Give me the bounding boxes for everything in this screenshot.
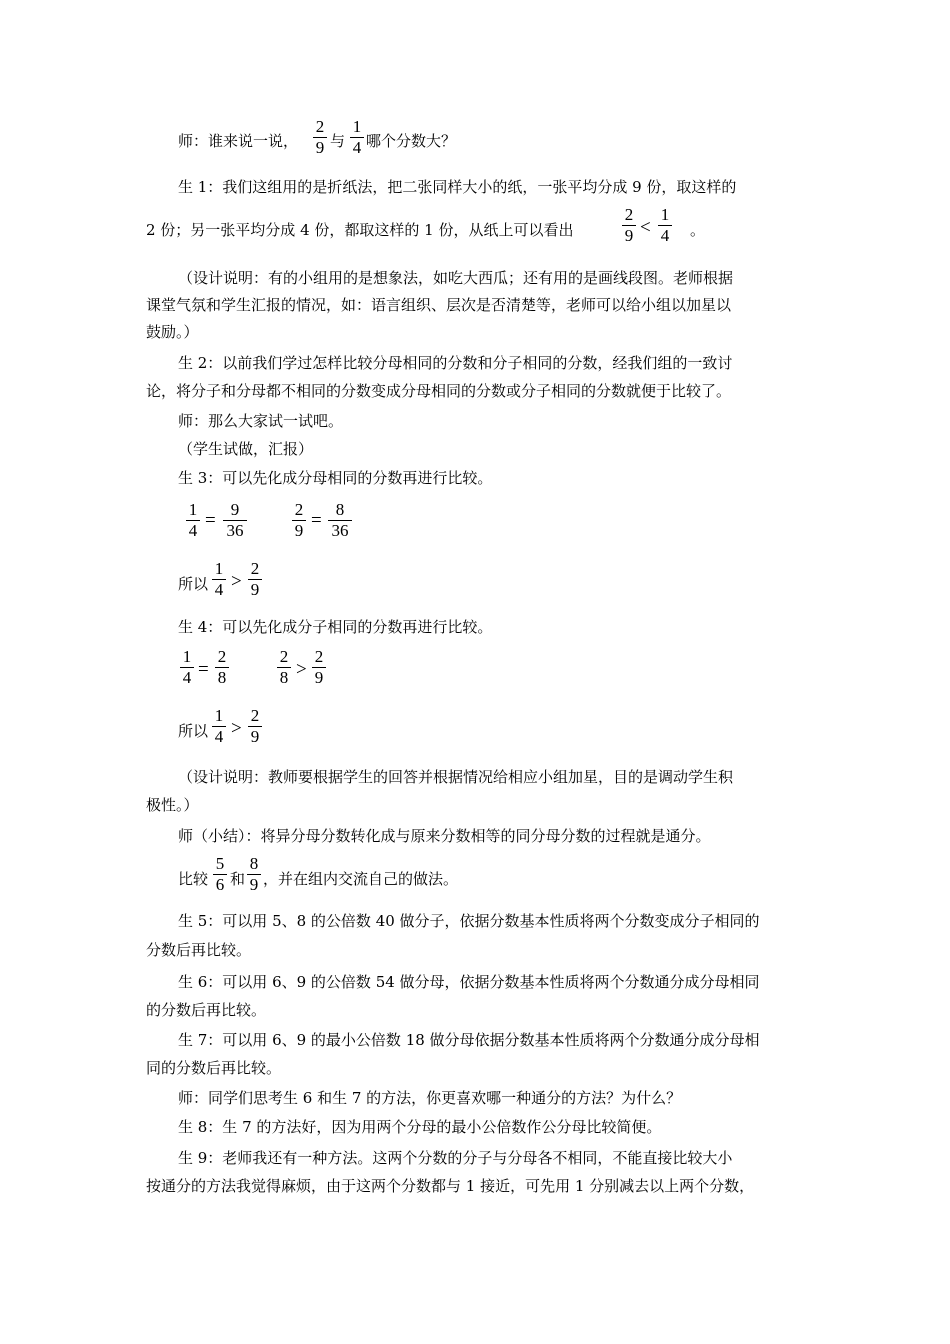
numerator: 2	[314, 647, 324, 666]
numerator: 2	[250, 706, 260, 725]
fraction	[312, 648, 326, 687]
denominator: 9	[315, 138, 325, 157]
denominator: 4	[214, 727, 224, 746]
equals-sign: =	[198, 659, 209, 680]
denominator: 9	[314, 668, 324, 687]
fraction	[180, 648, 194, 687]
denominator: 8	[279, 668, 289, 687]
less-than-sign: <	[640, 217, 651, 238]
fraction	[350, 118, 364, 157]
text: 和	[230, 870, 246, 888]
student-2-line-2: 论，将分子和分母都不相同的分数变成分母相同的分数或分子相同的分数就便于比较了。	[146, 382, 732, 400]
design-note-line-3: 鼓励。）	[146, 323, 199, 341]
fraction	[212, 707, 226, 746]
text: 。	[690, 221, 706, 239]
numerator: 1	[660, 205, 670, 224]
teacher-summary: 师（小结）：将异分母分数转化成与原来分数相等的同分母分数的过程就是通分。	[178, 827, 711, 845]
greater-than-sign: >	[231, 571, 242, 592]
text	[330, 131, 345, 151]
denominator: 4	[188, 521, 198, 540]
student-6-line-1: 生 6：可以用 6、9 的公倍数 54 做分母，依据分数基本性质将两个分数通分成分母相同	[178, 973, 760, 991]
text: 哪个分数大？	[366, 132, 457, 150]
denominator: 9	[250, 580, 260, 599]
fraction	[328, 501, 352, 540]
student-7-line-1: 生 7：可以用 6、9 的最小公倍数 18 做分母依据分数基本性质将两个分数通分成分母相	[178, 1031, 760, 1049]
numerator: 1	[214, 559, 224, 578]
fraction	[313, 118, 327, 157]
fraction	[292, 501, 306, 540]
fraction	[622, 206, 636, 245]
student-5-line-1: 生 5：可以用 5、8 的公倍数 40 做分子，依据分数基本性质将两个分数变成分子相同的	[178, 912, 760, 930]
text: 师：谁来说一说，	[178, 132, 299, 150]
teacher-question	[178, 131, 298, 151]
denominator: 8	[217, 668, 227, 687]
student-1-line-2: 2 份；另一张平均分成 4 份，都取这样的 1 份，从纸上可以看出	[146, 221, 574, 239]
fraction	[213, 855, 227, 894]
numerator: 1	[188, 500, 198, 519]
student-8-line: 生 8：生 7 的方法好，因为用两个分母的最小公倍数作公分母比较简便。	[178, 1118, 662, 1136]
numerator: 2	[279, 647, 289, 666]
fraction	[658, 206, 672, 245]
denominator: 9	[624, 226, 634, 245]
design-note-line-2: 课堂气氛和学生汇报的情况，如：语言组织、层次是否清楚等，老师可以给小组以加星以	[146, 296, 732, 314]
denominator: 4	[660, 226, 670, 245]
numerator: 1	[214, 706, 224, 725]
denominator: 4	[214, 580, 224, 599]
student-2-line-1: 生 2：以前我们学过怎样比较分母相同的分数和分子相同的分数，经我们组的一致讨	[178, 354, 733, 372]
teacher-question-2: 师：同学们思考生 6 和生 7 的方法，你更喜欢哪一种通分的方法？为什么？	[178, 1089, 682, 1107]
fraction	[215, 648, 229, 687]
fraction	[223, 501, 247, 540]
greater-than-sign: >	[296, 659, 307, 680]
numerator: 8	[335, 500, 345, 519]
text	[366, 131, 456, 151]
denominator: 9	[249, 875, 259, 894]
fraction	[248, 560, 262, 599]
equals-sign: =	[311, 510, 322, 531]
design-note-2-line-2: 极性。）	[146, 796, 199, 814]
fraction	[186, 501, 200, 540]
student-9-line-2: 按通分的方法我觉得麻烦，由于这两个分数都与 1 接近，可先用 1 分别减去以上两个分数，	[146, 1177, 755, 1195]
student-5-line-2: 分数后再比较。	[146, 941, 252, 959]
numerator: 5	[215, 854, 225, 873]
conclusion-label: 所以	[178, 575, 209, 593]
numerator: 2	[217, 647, 227, 666]
numerator: 2	[624, 205, 634, 224]
numerator: 2	[315, 117, 325, 136]
denominator: 9	[294, 521, 304, 540]
student-attempt-note: （学生试做，汇报）	[178, 440, 314, 458]
denominator: 4	[182, 668, 192, 687]
greater-than-sign: >	[231, 718, 242, 739]
student-7-line-2: 同的分数后再比较。	[146, 1059, 282, 1077]
student-4-line: 生 4：可以先化成分子相同的分数再进行比较。	[178, 618, 493, 636]
numerator: 2	[294, 500, 304, 519]
text: 与	[330, 132, 346, 150]
denominator: 9	[250, 727, 260, 746]
equals-sign: =	[205, 510, 216, 531]
design-note-2-line-1: （设计说明：教师要根据学生的回答并根据情况给相应小组加星，目的是调动学生积	[178, 768, 734, 786]
denominator: 36	[331, 521, 349, 540]
fraction	[247, 855, 261, 894]
denominator: 36	[226, 521, 244, 540]
numerator: 2	[250, 559, 260, 578]
denominator: 6	[215, 875, 225, 894]
numerator: 1	[182, 647, 192, 666]
numerator: 8	[249, 854, 259, 873]
fraction	[248, 707, 262, 746]
numerator: 1	[352, 117, 362, 136]
text: ，并在组内交流自己的做法。	[263, 870, 459, 888]
teacher-line: 师：那么大家试一试吧。	[178, 412, 344, 430]
student-3-line: 生 3：可以先化成分母相同的分数再进行比较。	[178, 469, 493, 487]
student-1-line-1: 生 1：我们这组用的是折纸法，把二张同样大小的纸，一张平均分成 9 份，取这样的	[178, 178, 737, 196]
fraction	[277, 648, 291, 687]
fraction	[212, 560, 226, 599]
student-9-line-1: 生 9：老师我还有一种方法。这两个分数的分子与分母各不相同，不能直接比较大小	[178, 1149, 733, 1167]
conclusion-label: 所以	[178, 722, 209, 740]
text: 比较	[178, 870, 209, 888]
numerator: 9	[230, 500, 240, 519]
student-6-line-2: 的分数后再比较。	[146, 1001, 267, 1019]
design-note-line-1: （设计说明：有的小组用的是想象法，如吃大西瓜；还有用的是画线段图。老师根据	[178, 269, 734, 287]
denominator: 4	[352, 138, 362, 157]
